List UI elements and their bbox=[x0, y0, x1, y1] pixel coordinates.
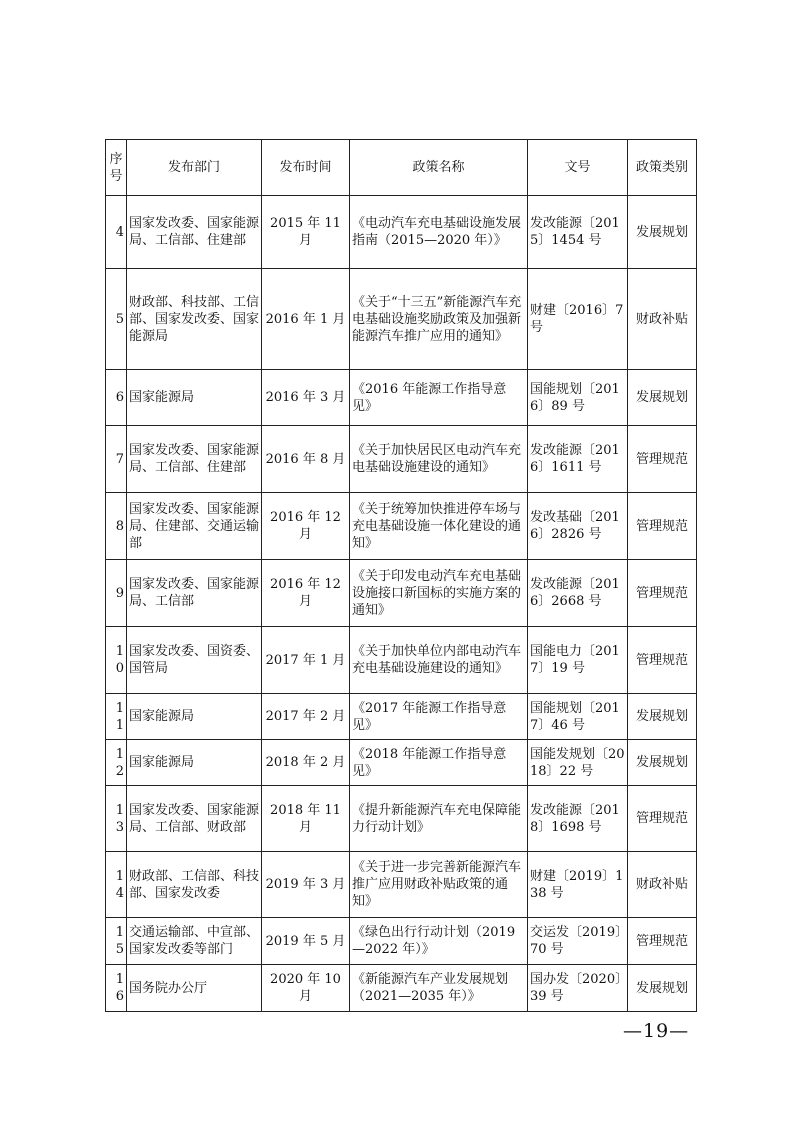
row-policy-name: 《2017 年能源工作指导意见》 bbox=[350, 694, 528, 740]
row-doc-number: 交运发〔2019〕70 号 bbox=[528, 918, 628, 965]
row-doc-number: 财建〔2019〕138 号 bbox=[528, 852, 628, 918]
header-name: 政策名称 bbox=[350, 140, 528, 196]
table-row bbox=[106, 196, 697, 269]
table-row bbox=[106, 852, 697, 918]
row-seq: 8 bbox=[106, 493, 127, 560]
row-policy-name: 《新能源汽车产业发展规划（2021—2035 年）》 bbox=[350, 965, 528, 1012]
table-row bbox=[106, 493, 697, 560]
row-doc-number: 发改基础〔2016〕2826 号 bbox=[528, 493, 628, 560]
row-dept: 国家发改委、国家能源局、工信部、财政部 bbox=[127, 786, 262, 852]
row-dept: 国家能源局 bbox=[127, 740, 262, 786]
row-seq: 7 bbox=[106, 426, 127, 493]
row-doc-number: 财建〔2016〕7 号 bbox=[528, 269, 628, 370]
row-category: 管理规范 bbox=[628, 918, 697, 965]
row-seq: 14 bbox=[106, 852, 127, 918]
row-seq: 13 bbox=[106, 786, 127, 852]
row-policy-name: 《关于“十三五”新能源汽车充电基础设施奖励政策及加强新能源汽车推广应用的通知》 bbox=[350, 269, 528, 370]
row-category: 管理规范 bbox=[628, 627, 697, 694]
row-category: 财政补贴 bbox=[628, 269, 697, 370]
row-date: 2017 年 1 月 bbox=[262, 627, 350, 694]
row-policy-name: 《关于加快单位内部电动汽车充电基础设施建设的通知》 bbox=[350, 627, 528, 694]
table-row bbox=[106, 786, 697, 852]
row-date: 2016 年 8 月 bbox=[262, 426, 350, 493]
row-date: 2016 年 12 月 bbox=[262, 493, 350, 560]
row-doc-number: 发改能源〔2016〕1611 号 bbox=[528, 426, 628, 493]
row-category: 财政补贴 bbox=[628, 852, 697, 918]
header-doc: 文号 bbox=[528, 140, 628, 196]
row-dept: 国务院办公厅 bbox=[127, 965, 262, 1012]
row-date: 2018 年 11 月 bbox=[262, 786, 350, 852]
row-seq: 12 bbox=[106, 740, 127, 786]
table-row bbox=[106, 694, 697, 740]
row-seq: 11 bbox=[106, 694, 127, 740]
row-doc-number: 发改能源〔2015〕1454 号 bbox=[528, 196, 628, 269]
row-dept: 国家能源局 bbox=[127, 370, 262, 426]
row-dept: 国家发改委、国家能源局、工信部、住建部 bbox=[127, 426, 262, 493]
row-dept: 国家发改委、国家能源局、工信部 bbox=[127, 560, 262, 627]
row-dept: 财政部、工信部、科技部、国家发改委 bbox=[127, 852, 262, 918]
row-dept: 国家发改委、国家能源局、工信部、住建部 bbox=[127, 196, 262, 269]
row-policy-name: 《2018 年能源工作指导意见》 bbox=[350, 740, 528, 786]
row-date: 2016 年 1 月 bbox=[262, 269, 350, 370]
row-seq: 5 bbox=[106, 269, 127, 370]
row-policy-name: 《关于印发电动汽车充电基础设施接口新国标的实施方案的通知》 bbox=[350, 560, 528, 627]
row-date: 2016 年 12 月 bbox=[262, 560, 350, 627]
row-category: 发展规划 bbox=[628, 196, 697, 269]
row-doc-number: 国办发〔2020〕39 号 bbox=[528, 965, 628, 1012]
row-date: 2019 年 5 月 bbox=[262, 918, 350, 965]
row-policy-name: 《关于统筹加快推进停车场与充电基础设施一体化建设的通知》 bbox=[350, 493, 528, 560]
row-dept: 财政部、科技部、工信部、国家发改委、国家能源局 bbox=[127, 269, 262, 370]
row-policy-name: 《绿色出行行动计划（2019—2022 年）》 bbox=[350, 918, 528, 965]
table-row bbox=[106, 740, 697, 786]
row-dept: 国家发改委、国资委、国管局 bbox=[127, 627, 262, 694]
header-seq: 序号 bbox=[106, 140, 127, 196]
table-row bbox=[106, 965, 697, 1012]
row-date: 2015 年 11 月 bbox=[262, 196, 350, 269]
row-category: 发展规划 bbox=[628, 965, 697, 1012]
row-category: 发展规划 bbox=[628, 740, 697, 786]
row-date: 2020 年 10 月 bbox=[262, 965, 350, 1012]
row-policy-name: 《关于加快居民区电动汽车充电基础设施建设的通知》 bbox=[350, 426, 528, 493]
row-category: 发展规划 bbox=[628, 370, 697, 426]
row-seq: 6 bbox=[106, 370, 127, 426]
policy-table bbox=[105, 139, 697, 1012]
row-policy-name: 《电动汽车充电基础设施发展指南（2015—2020 年）》 bbox=[350, 196, 528, 269]
row-policy-name: 《2016 年能源工作指导意见》 bbox=[350, 370, 528, 426]
row-seq: 9 bbox=[106, 560, 127, 627]
row-doc-number: 国能电力〔2017〕19 号 bbox=[528, 627, 628, 694]
row-doc-number: 发改能源〔2018〕1698 号 bbox=[528, 786, 628, 852]
row-dept: 国家能源局 bbox=[127, 694, 262, 740]
table-row bbox=[106, 370, 697, 426]
row-doc-number: 国能发规划〔2018〕22 号 bbox=[528, 740, 628, 786]
row-doc-number: 国能规划〔2017〕46 号 bbox=[528, 694, 628, 740]
row-seq: 15 bbox=[106, 918, 127, 965]
row-dept: 国家发改委、国家能源局、住建部、交通运输部 bbox=[127, 493, 262, 560]
page-number: —19— bbox=[623, 1020, 690, 1042]
table-row bbox=[106, 269, 697, 370]
table-row bbox=[106, 560, 697, 627]
header-date: 发布时间 bbox=[262, 140, 350, 196]
row-doc-number: 发改能源〔2016〕2668 号 bbox=[528, 560, 628, 627]
row-seq: 4 bbox=[106, 196, 127, 269]
row-doc-number: 国能规划〔2016〕89 号 bbox=[528, 370, 628, 426]
row-category: 管理规范 bbox=[628, 493, 697, 560]
row-category: 管理规范 bbox=[628, 786, 697, 852]
row-dept: 交通运输部、中宣部、国家发改委等部门 bbox=[127, 918, 262, 965]
row-policy-name: 《关于进一步完善新能源汽车推广应用财政补贴政策的通知》 bbox=[350, 852, 528, 918]
row-date: 2019 年 3 月 bbox=[262, 852, 350, 918]
row-category: 管理规范 bbox=[628, 560, 697, 627]
table-header-row bbox=[106, 140, 697, 196]
row-category: 发展规划 bbox=[628, 694, 697, 740]
row-date: 2016 年 3 月 bbox=[262, 370, 350, 426]
row-seq: 10 bbox=[106, 627, 127, 694]
header-dept: 发布部门 bbox=[127, 140, 262, 196]
header-category: 政策类别 bbox=[628, 140, 697, 196]
row-date: 2017 年 2 月 bbox=[262, 694, 350, 740]
row-category: 管理规范 bbox=[628, 426, 697, 493]
row-seq: 16 bbox=[106, 965, 127, 1012]
table-row bbox=[106, 627, 697, 694]
row-policy-name: 《提升新能源汽车充电保障能力行动计划》 bbox=[350, 786, 528, 852]
table-row bbox=[106, 426, 697, 493]
table-row bbox=[106, 918, 697, 965]
row-date: 2018 年 2 月 bbox=[262, 740, 350, 786]
